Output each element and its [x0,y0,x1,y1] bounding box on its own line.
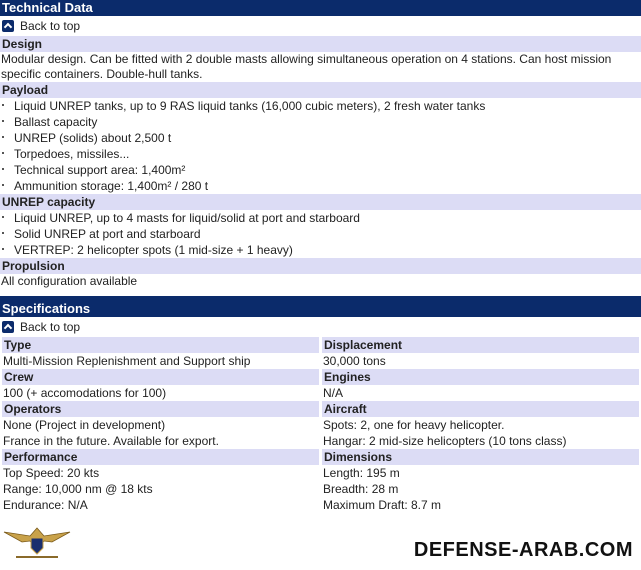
list-item: Liquid UNREP tanks, up to 9 RAS liquid tanks (16,000 cubic meters), 2 fresh water tanks [0,98,641,114]
back-to-top-label[interactable]: Back to top [20,19,81,33]
specifications-header: Specifications [0,296,641,317]
watermark-text: DEFENSE-ARAB.COM [413,539,633,561]
unrep-heading: UNREP capacity [0,194,641,210]
spec-column-right [322,337,639,513]
list-item: UNREP (solids) about 2,500 t [0,130,641,146]
displacement-heading: Displacement [322,337,639,353]
list-item: Technical support area: 1,400m² [0,162,641,178]
dimensions-heading: Dimensions [322,449,639,465]
engines-value: N/A [323,386,344,400]
bullet-icon [2,216,4,218]
performance-value: Range: 10,000 nm @ 18 kts [3,482,153,496]
type-heading: Type [2,337,319,353]
dimensions-value: Breadth: 28 m [323,482,399,496]
bullet-icon [2,104,4,106]
back-to-top-link[interactable] [0,16,641,36]
unrep-list [0,210,641,258]
aircraft-heading: Aircraft [322,401,639,417]
design-text: Modular design. Can be fitted with 2 double masts allowing simultaneous operation on 4 stations. Can host mission specific containers. Double-hull tanks. [1,52,612,81]
bullet-icon [2,184,4,186]
bullet-icon [2,168,4,170]
list-item: Liquid UNREP, up to 4 masts for liquid/solid at port and starboard [0,210,641,226]
technical-data-header: Technical Data [0,0,641,16]
back-to-top-label[interactable]: Back to top [20,320,81,334]
bullet-icon [2,120,4,122]
specifications-table [0,337,641,513]
design-heading: Design [0,36,641,52]
crew-heading: Crew [2,369,319,385]
list-item: Torpedoes, missiles... [0,146,641,162]
list-item: VERTREP: 2 helicopter spots (1 mid-size + 1 heavy) [0,242,641,258]
spec-column-left [2,337,319,513]
performance-heading: Performance [2,449,319,465]
bullet-icon [2,248,4,250]
performance-value: Top Speed: 20 kts [3,466,100,480]
crew-value: 100 (+ accomodations for 100) [3,386,167,400]
propulsion-heading: Propulsion [0,258,641,274]
payload-heading: Payload [0,82,641,98]
bullet-icon [2,136,4,138]
up-arrow-icon[interactable] [2,321,14,333]
dimensions-value: Length: 195 m [323,466,400,480]
eagle-shield-icon [2,514,72,564]
bullet-icon [2,152,4,154]
type-value: Multi-Mission Replenishment and Support ship [3,354,251,368]
displacement-value: 30,000 tons [323,354,386,368]
aircraft-value: Hangar: 2 mid-size helicopters (10 tons class) [323,434,567,448]
back-to-top-link[interactable] [0,317,641,337]
list-item: Ammunition storage: 1,400m² / 280 t [0,178,641,194]
bullet-icon [2,232,4,234]
propulsion-text: All configuration available [1,274,138,288]
list-item: Solid UNREP at port and starboard [0,226,641,242]
payload-list [0,98,641,194]
operators-value: France in the future. Available for export. [3,434,219,448]
aircraft-value: Spots: 2, one for heavy helicopter. [323,418,505,432]
dimensions-value: Maximum Draft: 8.7 m [323,498,442,512]
operators-heading: Operators [2,401,319,417]
up-arrow-icon[interactable] [2,20,14,32]
performance-value: Endurance: N/A [3,498,88,512]
operators-value: None (Project in development) [3,418,166,432]
engines-heading: Engines [322,369,639,385]
list-item: Ballast capacity [0,114,641,130]
